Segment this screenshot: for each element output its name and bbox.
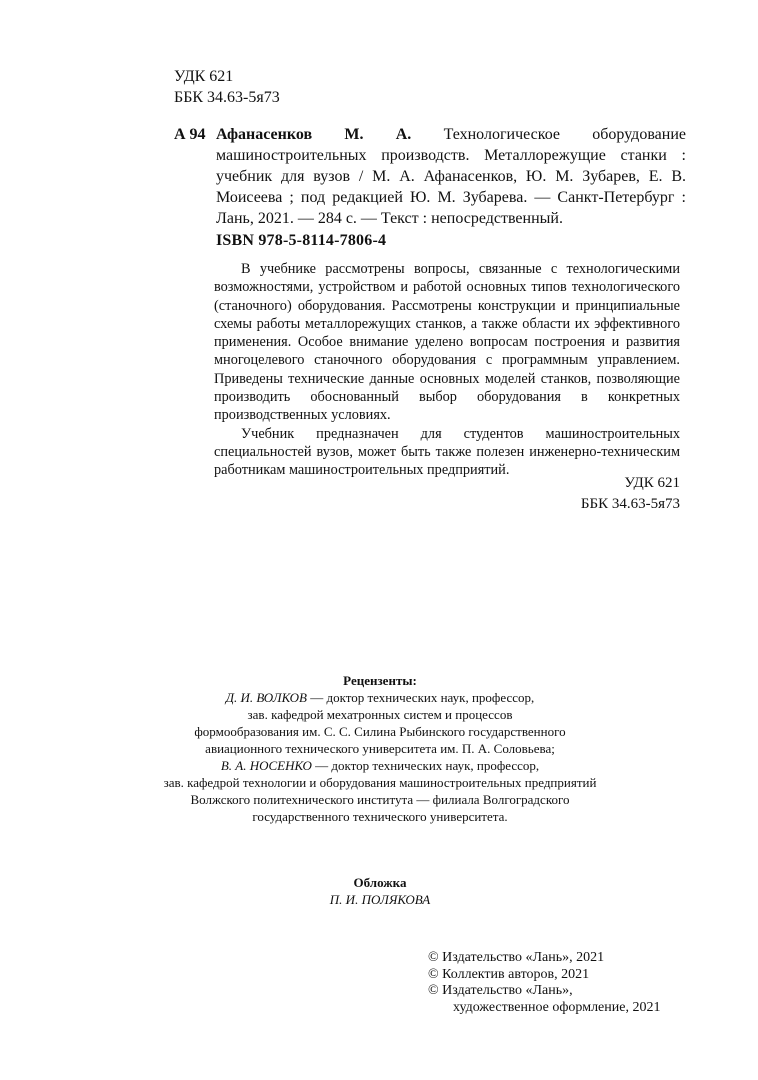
- reviewer-line: [150, 689, 610, 706]
- classification-bottom: [581, 473, 680, 515]
- copyright-line: © Коллектив авторов, 2021: [428, 966, 590, 982]
- cover-heading: Обложка: [353, 875, 407, 890]
- cover-designer: П. И. ПОЛЯКОВА: [329, 892, 431, 907]
- reviewer-title: — доктор технических наук, профессор,: [311, 758, 540, 773]
- copyright-line: художественное оформление, 2021: [453, 999, 661, 1015]
- udk-code: УДК 621: [624, 475, 680, 491]
- isbn: ISBN 978-5-8114-7806-4: [216, 232, 387, 249]
- reviewer-line: [150, 757, 610, 774]
- abstract: [214, 260, 680, 480]
- cover-credit: [300, 874, 460, 908]
- reviewer-title: — доктор технических наук, профессор,: [306, 690, 535, 705]
- abstract-paragraph: Учебник предназначен для студентов машиностроительных специальностей вузов, может быть также полезен инженерно-техническим работникам машиностроительных предприятий.: [214, 425, 680, 479]
- bbk-code: ББК 34.63-5я73: [580, 496, 680, 512]
- reviewer-line: авиационного технического университета им. П. А. Соловьева;: [205, 741, 555, 756]
- reviewers-heading: Рецензенты:: [343, 673, 417, 688]
- udk-code: УДК 621: [174, 68, 234, 85]
- reviewer-line: зав. кафедрой технологии и оборудования машиностроительных предприятий: [163, 775, 597, 790]
- reviewer-line: зав. кафедрой мехатронных систем и процессов: [247, 707, 513, 722]
- reviewer-line: государственного технического университета.: [252, 809, 508, 824]
- copyright-line: © Издательство «Лань», 2021: [428, 950, 605, 965]
- bbk-code: ББК 34.63-5я73: [174, 89, 280, 106]
- abstract-paragraph: В учебнике рассмотрены вопросы, связанные с технологическими возможностями, устройством и работой основных типов технологического (станочного) оборудования. Рассмотрены конструкции и принципиальные схемы работы металлорежущих станков, а также области их эффективного применения. Особое внимание уделено вопросам построения и развития многоцелевого станочного оборудования с программным управлением. Приведены технические данные основных моделей станков, позволяющие производить обоснованный выбор оборудования в конкретных производственных условиях.: [214, 261, 680, 424]
- reviewer-line: формообразования им. С. С. Силина Рыбинского государственного: [194, 724, 566, 739]
- reviewers-block: [150, 672, 610, 825]
- author-name: Афанасенков М. А.: [216, 126, 412, 143]
- reviewer-name: Д. И. ВОЛКОВ: [225, 690, 307, 705]
- classification-top: [174, 66, 280, 108]
- citation-text: Технологическое оборудование машиностроительных производств. Металлорежущие станки : учебник для вузов / М. А. Афанасенков, Ю. М. Зубарев, Е. В. Моисеева ; под редакцией Ю. М. Зубарева. — Санкт-Петербург : Лань, 2021. — 284 с. — Текст : непосредственный.: [216, 126, 686, 227]
- reviewer-name: В. А. НОСЕНКО: [220, 758, 312, 773]
- reviewer-line: Волжского политехнического института — филиала Волгоградского: [190, 792, 570, 807]
- bibliographic-citation: [216, 124, 686, 229]
- copyright-block: [428, 950, 660, 1016]
- author-mark: А 94: [174, 126, 206, 143]
- catalog-entry: [174, 124, 686, 229]
- copyright-line: © Издательство «Лань»,: [428, 983, 573, 998]
